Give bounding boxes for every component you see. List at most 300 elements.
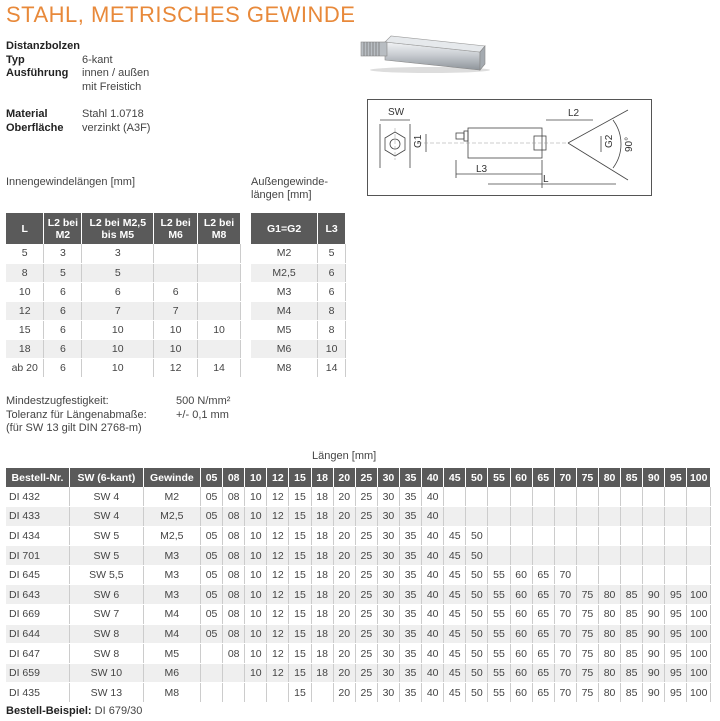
- table-cell: [687, 526, 711, 546]
- table-cell: [554, 546, 576, 566]
- order-table-header: 20: [333, 468, 355, 487]
- ausfuehrung-value: innen / außen: [82, 67, 150, 79]
- table-cell: 08: [223, 507, 245, 527]
- table-cell: [198, 339, 241, 358]
- table-cell: 40: [422, 624, 444, 644]
- table-cell: 40: [422, 507, 444, 527]
- order-table-header: 75: [576, 468, 598, 487]
- inner-table-caption: Innengewindelängen [mm]: [6, 176, 136, 188]
- table-cell: 80: [598, 605, 620, 625]
- table-cell: SW 4: [69, 487, 143, 507]
- table-cell: [598, 565, 620, 585]
- outer-table-caption-2: längen [mm]: [251, 189, 312, 201]
- table-cell: 08: [223, 585, 245, 605]
- table-cell: DI 433: [6, 507, 69, 527]
- table-cell: 6: [154, 282, 198, 301]
- table-cell: 15: [289, 605, 311, 625]
- table-cell: 6: [82, 282, 154, 301]
- table-cell: 12: [6, 301, 44, 320]
- table-cell: 8: [318, 301, 346, 320]
- order-table-header: 55: [488, 468, 510, 487]
- table-cell: [687, 546, 711, 566]
- order-table-header: 35: [400, 468, 422, 487]
- table-cell: M3: [143, 585, 200, 605]
- table-cell: 50: [466, 644, 488, 664]
- table-cell: [665, 487, 687, 507]
- table-cell: SW 10: [69, 663, 143, 683]
- table-row: [6, 320, 241, 339]
- order-table-header: 100: [687, 468, 711, 487]
- table-cell: 30: [377, 507, 399, 527]
- table-cell: 08: [223, 624, 245, 644]
- table-row: [6, 546, 711, 566]
- table-cell: 100: [687, 644, 711, 664]
- table-cell: 40: [422, 565, 444, 585]
- table-row: [251, 320, 346, 339]
- table-row: [6, 358, 241, 377]
- table-cell: 50: [466, 683, 488, 703]
- table-cell: 40: [422, 585, 444, 605]
- table-cell: [245, 683, 267, 703]
- table-cell: 55: [488, 663, 510, 683]
- table-cell: 10: [82, 339, 154, 358]
- table-cell: 90: [643, 624, 665, 644]
- table-cell: 70: [554, 585, 576, 605]
- table-cell: M3: [251, 282, 318, 301]
- table-cell: [223, 683, 245, 703]
- table-row: [6, 244, 241, 263]
- table-cell: 70: [554, 565, 576, 585]
- table-cell: SW 13: [69, 683, 143, 703]
- drawing-l3-label: L3: [476, 164, 488, 175]
- table-cell: SW 7: [69, 605, 143, 625]
- table-cell: 35: [400, 683, 422, 703]
- table-cell: 45: [444, 546, 466, 566]
- table-cell: 75: [576, 585, 598, 605]
- table-cell: 55: [488, 585, 510, 605]
- table-cell: M4: [143, 624, 200, 644]
- table-cell: 8: [6, 263, 44, 282]
- table-cell: [665, 526, 687, 546]
- table-cell: [198, 244, 241, 263]
- table-cell: 30: [377, 565, 399, 585]
- table-cell: 20: [333, 565, 355, 585]
- table-cell: 20: [333, 605, 355, 625]
- table-cell: 45: [444, 526, 466, 546]
- notes-block: [6, 395, 230, 436]
- table-cell: SW 5: [69, 526, 143, 546]
- table-cell: DI 435: [6, 683, 69, 703]
- table-cell: 18: [311, 565, 333, 585]
- table-cell: 95: [665, 605, 687, 625]
- table-cell: 35: [400, 546, 422, 566]
- table-cell: M6: [251, 339, 318, 358]
- oberflaeche-value: verzinkt (A3F): [82, 121, 151, 134]
- table-cell: [665, 507, 687, 527]
- table-cell: 30: [377, 683, 399, 703]
- order-example-label: Bestell-Beispiel:: [6, 705, 92, 717]
- page-title: STAHL, METRISCHES GEWINDE: [6, 2, 356, 27]
- table-cell: 35: [400, 487, 422, 507]
- table-cell: 3: [82, 244, 154, 263]
- table-cell: 25: [355, 546, 377, 566]
- table-cell: 6: [318, 263, 346, 282]
- table-cell: 7: [154, 301, 198, 320]
- table-cell: 08: [223, 605, 245, 625]
- table-cell: 18: [311, 624, 333, 644]
- table-cell: 15: [289, 624, 311, 644]
- table-cell: 70: [554, 605, 576, 625]
- table-cell: 10: [245, 624, 267, 644]
- table-cell: [621, 526, 643, 546]
- table-cell: SW 5: [69, 546, 143, 566]
- table-cell: ab 20: [6, 358, 44, 377]
- table-cell: DI 669: [6, 605, 69, 625]
- table-cell: 25: [355, 663, 377, 683]
- table-cell: 10: [245, 565, 267, 585]
- table-cell: [643, 526, 665, 546]
- table-cell: 90: [643, 663, 665, 683]
- tensile-value: 500 N/mm²: [176, 395, 231, 407]
- table-cell: [687, 565, 711, 585]
- table-cell: 5: [82, 263, 154, 282]
- table-row: [6, 565, 711, 585]
- table-cell: 18: [311, 663, 333, 683]
- drawing-angle-label: 90°: [624, 136, 635, 152]
- typ-label: Typ: [6, 53, 25, 66]
- table-cell: 30: [377, 585, 399, 605]
- table-cell: 18: [311, 507, 333, 527]
- tolerance-label: Toleranz für Längenabmaße:: [6, 408, 147, 421]
- order-table-header: 80: [598, 468, 620, 487]
- table-cell: [643, 546, 665, 566]
- table-cell: M4: [143, 605, 200, 625]
- table-cell: 10: [154, 320, 198, 339]
- table-cell: 100: [687, 683, 711, 703]
- table-cell: 95: [665, 624, 687, 644]
- table-cell: [201, 644, 223, 664]
- table-cell: 12: [267, 624, 289, 644]
- table-cell: 90: [643, 644, 665, 664]
- table-cell: 60: [510, 644, 532, 664]
- order-example: [6, 705, 142, 717]
- table-cell: 10: [245, 663, 267, 683]
- order-table-header: 60: [510, 468, 532, 487]
- table-cell: 65: [532, 683, 554, 703]
- table-cell: 6: [44, 320, 82, 339]
- table-cell: 15: [289, 507, 311, 527]
- table-cell: [621, 487, 643, 507]
- material-label: Material: [6, 108, 48, 120]
- table-cell: 35: [400, 644, 422, 664]
- table-cell: 30: [377, 605, 399, 625]
- table-cell: 08: [223, 487, 245, 507]
- table-cell: 45: [444, 644, 466, 664]
- table-cell: [488, 507, 510, 527]
- table-cell: 10: [6, 282, 44, 301]
- table-cell: 75: [576, 663, 598, 683]
- order-table-header: 18: [311, 468, 333, 487]
- table-cell: 55: [488, 644, 510, 664]
- table-cell: M2: [251, 244, 318, 263]
- outer-table-header: L3: [318, 213, 346, 244]
- table-cell: 80: [598, 663, 620, 683]
- table-cell: [665, 546, 687, 566]
- table-cell: [598, 487, 620, 507]
- table-cell: 65: [532, 585, 554, 605]
- table-cell: 15: [289, 546, 311, 566]
- table-cell: 75: [576, 644, 598, 664]
- table-row: [6, 644, 711, 664]
- material-value: Stahl 1.0718: [82, 108, 144, 120]
- table-row: [251, 358, 346, 377]
- table-cell: 95: [665, 683, 687, 703]
- table-cell: [643, 565, 665, 585]
- table-cell: 14: [198, 358, 241, 377]
- table-cell: 45: [444, 683, 466, 703]
- order-table-header: 15: [289, 468, 311, 487]
- table-cell: [198, 263, 241, 282]
- order-table-header: SW (6-kant): [69, 468, 143, 487]
- table-cell: 65: [532, 565, 554, 585]
- table-cell: 90: [643, 585, 665, 605]
- table-cell: 10: [245, 487, 267, 507]
- table-cell: 50: [466, 605, 488, 625]
- order-table-header: 85: [621, 468, 643, 487]
- order-table-header: Bestell-Nr.: [6, 468, 69, 487]
- inner-table-header: L2 bei M6: [154, 213, 198, 244]
- table-cell: 60: [510, 585, 532, 605]
- table-cell: [466, 507, 488, 527]
- table-cell: 6: [44, 282, 82, 301]
- table-cell: [444, 487, 466, 507]
- order-table-header: 10: [245, 468, 267, 487]
- table-cell: 05: [201, 605, 223, 625]
- table-cell: 08: [223, 546, 245, 566]
- table-cell: [488, 546, 510, 566]
- table-cell: [198, 282, 241, 301]
- table-row: [6, 263, 241, 282]
- outer-thread-table: [251, 213, 346, 378]
- table-cell: 5: [6, 244, 44, 263]
- typ-value: 6-kant: [82, 53, 113, 66]
- table-cell: 25: [355, 585, 377, 605]
- table-cell: 25: [355, 565, 377, 585]
- table-cell: 55: [488, 683, 510, 703]
- table-cell: [154, 263, 198, 282]
- ausfuehrung-label: Ausführung: [6, 67, 69, 79]
- table-cell: 25: [355, 507, 377, 527]
- table-cell: DI 701: [6, 546, 69, 566]
- table-row: [251, 301, 346, 320]
- table-cell: 18: [311, 546, 333, 566]
- table-cell: 35: [400, 624, 422, 644]
- lengths-caption: Längen [mm]: [312, 450, 377, 462]
- order-table-header: 05: [201, 468, 223, 487]
- table-cell: [621, 507, 643, 527]
- table-cell: 6: [44, 339, 82, 358]
- table-cell: 25: [355, 683, 377, 703]
- drawing-g2-label: G2: [604, 134, 615, 148]
- table-cell: 60: [510, 683, 532, 703]
- table-cell: 10: [82, 320, 154, 339]
- table-cell: 95: [665, 644, 687, 664]
- table-cell: 30: [377, 526, 399, 546]
- table-cell: 05: [201, 546, 223, 566]
- table-cell: 60: [510, 605, 532, 625]
- table-cell: [598, 546, 620, 566]
- sw-note: (für SW 13 gilt DIN 2768-m): [6, 422, 142, 434]
- table-row: [6, 339, 241, 358]
- table-cell: 25: [355, 624, 377, 644]
- table-cell: 20: [333, 526, 355, 546]
- table-cell: M8: [251, 358, 318, 377]
- table-cell: [532, 546, 554, 566]
- table-cell: [576, 507, 598, 527]
- table-cell: 80: [598, 683, 620, 703]
- table-cell: 12: [267, 565, 289, 585]
- table-cell: [510, 507, 532, 527]
- table-cell: 30: [377, 546, 399, 566]
- table-cell: [687, 507, 711, 527]
- table-cell: 30: [377, 624, 399, 644]
- table-cell: 5: [318, 244, 346, 263]
- table-cell: 20: [333, 624, 355, 644]
- order-table-header: 50: [466, 468, 488, 487]
- table-cell: 95: [665, 663, 687, 683]
- table-row: [251, 244, 346, 263]
- table-cell: 100: [687, 605, 711, 625]
- outer-table-header: G1=G2: [251, 213, 318, 244]
- table-cell: 50: [466, 663, 488, 683]
- table-cell: 85: [621, 663, 643, 683]
- table-cell: 12: [267, 585, 289, 605]
- table-cell: 15: [289, 644, 311, 664]
- table-cell: 10: [198, 320, 241, 339]
- table-cell: 55: [488, 624, 510, 644]
- table-cell: M5: [251, 320, 318, 339]
- table-cell: 12: [267, 546, 289, 566]
- table-cell: 80: [598, 644, 620, 664]
- table-cell: [576, 546, 598, 566]
- table-cell: 65: [532, 605, 554, 625]
- table-cell: 5: [44, 263, 82, 282]
- table-cell: [466, 487, 488, 507]
- table-cell: SW 8: [69, 644, 143, 664]
- table-cell: [201, 683, 223, 703]
- inner-table-header: L2 bei M2: [44, 213, 82, 244]
- table-cell: 15: [6, 320, 44, 339]
- table-cell: 45: [444, 624, 466, 644]
- table-cell: 85: [621, 605, 643, 625]
- table-cell: [687, 487, 711, 507]
- table-cell: 08: [223, 644, 245, 664]
- table-cell: 14: [318, 358, 346, 377]
- table-cell: 65: [532, 624, 554, 644]
- table-cell: [223, 663, 245, 683]
- inner-thread-table: [6, 213, 241, 378]
- table-cell: 10: [82, 358, 154, 377]
- table-row: [6, 663, 711, 683]
- table-cell: 12: [267, 487, 289, 507]
- table-cell: 75: [576, 624, 598, 644]
- table-cell: [267, 683, 289, 703]
- table-cell: 60: [510, 663, 532, 683]
- drawing-sw-label: SW: [388, 107, 405, 118]
- table-cell: 18: [311, 526, 333, 546]
- table-cell: 60: [510, 624, 532, 644]
- table-cell: 75: [576, 683, 598, 703]
- table-cell: 80: [598, 585, 620, 605]
- table-cell: 45: [444, 663, 466, 683]
- ausfuehrung-value-2: mit Freistich: [82, 80, 142, 93]
- order-table-header: 45: [444, 468, 466, 487]
- table-cell: 20: [333, 546, 355, 566]
- table-cell: 18: [311, 487, 333, 507]
- table-cell: 05: [201, 487, 223, 507]
- table-cell: [621, 565, 643, 585]
- table-row: [251, 282, 346, 301]
- table-cell: 12: [267, 644, 289, 664]
- order-table: [6, 468, 711, 703]
- table-cell: [621, 546, 643, 566]
- table-cell: [532, 526, 554, 546]
- table-cell: 10: [245, 526, 267, 546]
- table-row: [251, 339, 346, 358]
- table-cell: 15: [289, 663, 311, 683]
- order-example-value: DI 679/30: [94, 705, 143, 717]
- table-cell: [665, 565, 687, 585]
- table-cell: [154, 244, 198, 263]
- table-cell: 35: [400, 526, 422, 546]
- table-cell: [643, 487, 665, 507]
- table-cell: M3: [143, 546, 200, 566]
- table-cell: 35: [400, 605, 422, 625]
- table-cell: 65: [532, 663, 554, 683]
- table-cell: 30: [377, 487, 399, 507]
- table-cell: M2,5: [251, 263, 318, 282]
- table-cell: DI 645: [6, 565, 69, 585]
- table-cell: 40: [422, 546, 444, 566]
- order-table-header: 95: [665, 468, 687, 487]
- table-cell: 85: [621, 644, 643, 664]
- table-cell: 05: [201, 507, 223, 527]
- tolerance-value: +/- 0,1 mm: [176, 408, 229, 421]
- table-cell: [444, 507, 466, 527]
- table-cell: 25: [355, 644, 377, 664]
- order-table-header: 12: [267, 468, 289, 487]
- table-cell: 10: [245, 644, 267, 664]
- table-cell: M2,5: [143, 507, 200, 527]
- table-cell: 05: [201, 565, 223, 585]
- table-cell: SW 4: [69, 507, 143, 527]
- table-cell: [554, 526, 576, 546]
- table-cell: M6: [143, 663, 200, 683]
- table-cell: M8: [143, 683, 200, 703]
- table-cell: 08: [223, 565, 245, 585]
- table-cell: 20: [333, 644, 355, 664]
- table-cell: SW 5,5: [69, 565, 143, 585]
- table-cell: 50: [466, 526, 488, 546]
- table-cell: 50: [466, 585, 488, 605]
- table-cell: 30: [377, 644, 399, 664]
- table-cell: 40: [422, 683, 444, 703]
- table-cell: 100: [687, 663, 711, 683]
- table-cell: 70: [554, 624, 576, 644]
- table-cell: 12: [267, 663, 289, 683]
- table-cell: [598, 507, 620, 527]
- standoff-photo: [355, 30, 490, 75]
